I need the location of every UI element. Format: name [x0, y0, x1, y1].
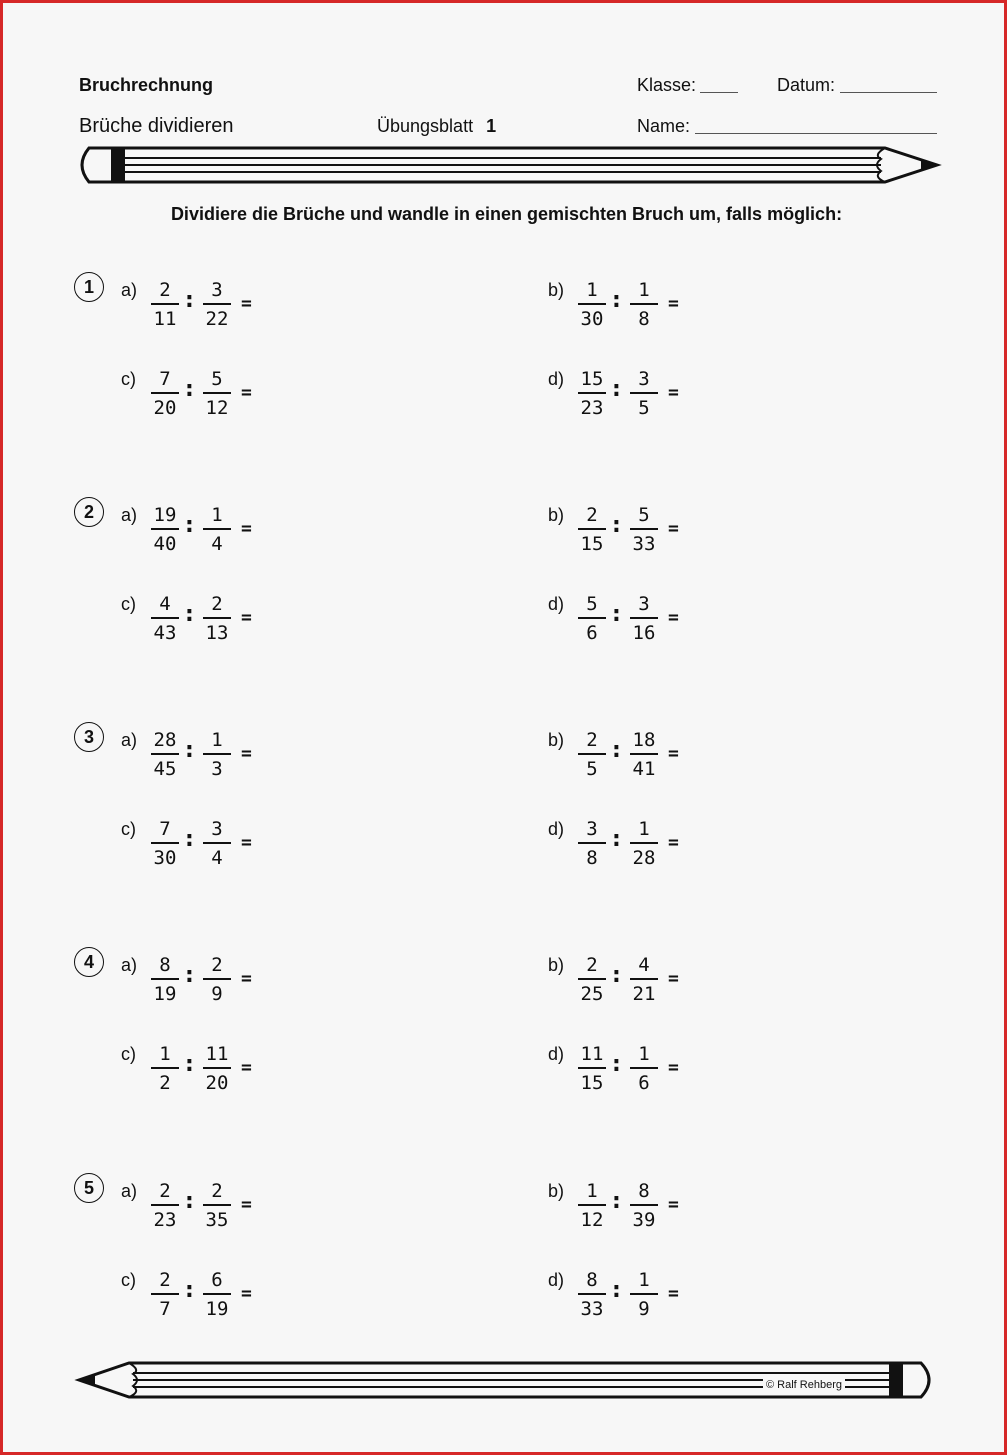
problem-label: c) [121, 594, 136, 614]
numerator: 1 [586, 279, 598, 301]
denominator: 45 [153, 758, 177, 780]
numerator: 8 [638, 1180, 650, 1202]
problem-label: d) [548, 1044, 565, 1064]
division-colon: : [612, 513, 621, 538]
fraction-dividend [149, 280, 181, 330]
fraction-bar [578, 303, 606, 305]
fraction-bar [578, 392, 606, 394]
fraction-bar [151, 303, 179, 305]
fraction-bar [151, 528, 179, 530]
numerator: 8 [586, 1269, 598, 1291]
problem-label: b) [548, 730, 565, 750]
denominator: 11 [153, 308, 177, 330]
fraction-bar [578, 617, 606, 619]
denominator: 23 [580, 397, 604, 419]
problem-label: c) [121, 819, 136, 839]
problem-label: a) [121, 955, 138, 975]
fraction-divisor [201, 505, 233, 555]
numerator: 1 [211, 729, 223, 751]
topic-title: Brüche dividieren [79, 115, 234, 137]
division-problem [548, 587, 698, 644]
denominator: 35 [205, 1209, 229, 1231]
sheet-label [377, 116, 496, 137]
fraction-divisor [201, 369, 233, 419]
problem-label: a) [121, 730, 138, 750]
instruction-text: Dividiere die Brüche und wandle in einen gemischten Bruch um, falls möglich: [170, 204, 843, 224]
equals-sign: = [668, 1194, 679, 1215]
fraction-bar [630, 978, 658, 980]
exercise-number: 2 [74, 497, 104, 527]
equals-sign: = [668, 518, 679, 539]
denominator: 9 [211, 983, 223, 1005]
denominator: 19 [205, 1298, 229, 1320]
division-problem [121, 587, 271, 644]
numerator: 1 [586, 1180, 598, 1202]
numerator: 3 [211, 818, 223, 840]
fraction-bar [630, 392, 658, 394]
denominator: 6 [638, 1072, 650, 1094]
fraction-bar [203, 842, 231, 844]
fraction-dividend [149, 1270, 181, 1320]
equals-sign: = [241, 293, 252, 314]
division-problem [121, 1174, 271, 1231]
division-problem [548, 723, 698, 780]
division-colon: : [185, 963, 194, 988]
numerator: 3 [638, 593, 650, 615]
denominator: 25 [580, 983, 604, 1005]
fraction-bar [630, 617, 658, 619]
fraction-divisor [201, 594, 233, 644]
fraction-dividend [149, 594, 181, 644]
numerator: 2 [211, 593, 223, 615]
equals-sign: = [241, 1194, 252, 1215]
division-colon: : [612, 1278, 621, 1303]
problem-label: a) [121, 505, 138, 525]
fraction-bar [203, 978, 231, 980]
problem-label: c) [121, 369, 136, 389]
division-colon: : [612, 738, 621, 763]
fraction-dividend [149, 369, 181, 419]
division-problem [548, 1174, 698, 1231]
fraction-bar [630, 1067, 658, 1069]
denominator: 12 [580, 1209, 604, 1231]
fraction-dividend [576, 1181, 608, 1231]
denominator: 2 [159, 1072, 171, 1094]
equals-sign: = [241, 1283, 252, 1304]
fraction-bar [151, 753, 179, 755]
denominator: 16 [632, 622, 656, 644]
numerator: 2 [211, 954, 223, 976]
denominator: 23 [153, 1209, 177, 1231]
fraction-divisor [201, 730, 233, 780]
fraction-dividend [576, 819, 608, 869]
fraction-dividend [149, 505, 181, 555]
numerator: 1 [211, 504, 223, 526]
fraction-dividend [576, 280, 608, 330]
equals-sign: = [668, 832, 679, 853]
class-field[interactable] [700, 92, 738, 93]
fraction-bar [630, 1293, 658, 1295]
division-colon: : [185, 827, 194, 852]
fraction-bar [203, 392, 231, 394]
numerator: 4 [159, 593, 171, 615]
division-colon: : [612, 827, 621, 852]
equals-sign: = [668, 293, 679, 314]
numerator: 2 [586, 729, 598, 751]
fraction-bar [578, 753, 606, 755]
numerator: 15 [580, 368, 604, 390]
fraction-bar [630, 753, 658, 755]
equals-sign: = [241, 518, 252, 539]
problem-label: b) [548, 505, 565, 525]
fraction-bar [203, 1293, 231, 1295]
fraction-dividend [576, 1044, 608, 1094]
denominator: 33 [580, 1298, 604, 1320]
numerator: 18 [632, 729, 656, 751]
numerator: 7 [159, 818, 171, 840]
denominator: 30 [153, 847, 177, 869]
denominator: 6 [586, 622, 598, 644]
sheet-label-text: Übungsblatt [377, 116, 474, 136]
problem-label: d) [548, 1270, 565, 1290]
denominator: 21 [632, 983, 656, 1005]
exercise-number: 3 [74, 722, 104, 752]
problem-label: c) [121, 1270, 136, 1290]
division-colon: : [185, 377, 194, 402]
denominator: 13 [205, 622, 229, 644]
fraction-bar [630, 1204, 658, 1206]
denominator: 20 [153, 397, 177, 419]
problem-label: c) [121, 1044, 136, 1064]
numerator: 5 [586, 593, 598, 615]
fraction-divisor [628, 369, 660, 419]
division-colon: : [612, 963, 621, 988]
fraction-bar [151, 842, 179, 844]
fraction-bar [578, 1067, 606, 1069]
fraction-dividend [576, 369, 608, 419]
fraction-dividend [149, 1181, 181, 1231]
numerator: 3 [211, 279, 223, 301]
fraction-divisor [628, 505, 660, 555]
equals-sign: = [668, 382, 679, 403]
division-colon: : [185, 513, 194, 538]
denominator: 9 [638, 1298, 650, 1320]
fraction-divisor [628, 1044, 660, 1094]
numerator: 2 [586, 954, 598, 976]
fraction-bar [578, 978, 606, 980]
numerator: 1 [638, 818, 650, 840]
fraction-bar [151, 1067, 179, 1069]
fraction-bar [151, 392, 179, 394]
denominator: 15 [580, 1072, 604, 1094]
division-colon: : [185, 602, 194, 627]
fraction-bar [578, 842, 606, 844]
fraction-bar [578, 528, 606, 530]
exercise-number: 5 [74, 1173, 104, 1203]
fraction-divisor [201, 1044, 233, 1094]
fraction-bar [203, 528, 231, 530]
denominator: 33 [632, 533, 656, 555]
numerator: 1 [638, 279, 650, 301]
numerator: 11 [205, 1043, 229, 1065]
numerator: 1 [638, 1043, 650, 1065]
fraction-dividend [149, 955, 181, 1005]
problem-label: d) [548, 819, 565, 839]
numerator: 3 [586, 818, 598, 840]
division-colon: : [612, 288, 621, 313]
denominator: 28 [632, 847, 656, 869]
fraction-divisor [628, 730, 660, 780]
division-colon: : [612, 1052, 621, 1077]
numerator: 3 [638, 368, 650, 390]
problem-label: d) [548, 369, 565, 389]
problem-label: b) [548, 280, 565, 300]
numerator: 6 [211, 1269, 223, 1291]
date-field[interactable] [840, 92, 937, 93]
fraction-bar [578, 1293, 606, 1295]
equals-sign: = [241, 832, 252, 853]
equals-sign: = [241, 382, 252, 403]
fraction-bar [630, 842, 658, 844]
fraction-bar [203, 1067, 231, 1069]
subject-title: Bruchrechnung [79, 75, 214, 95]
division-problem [121, 362, 271, 419]
equals-sign: = [241, 1057, 252, 1078]
numerator: 1 [159, 1043, 171, 1065]
numerator: 11 [580, 1043, 604, 1065]
equals-sign: = [668, 1057, 679, 1078]
fraction-dividend [149, 1044, 181, 1094]
numerator: 8 [159, 954, 171, 976]
problem-label: a) [121, 1181, 138, 1201]
equals-sign: = [668, 607, 679, 628]
fraction-dividend [576, 505, 608, 555]
fraction-divisor [201, 955, 233, 1005]
equals-sign: = [668, 1283, 679, 1304]
fraction-dividend [149, 730, 181, 780]
denominator: 12 [205, 397, 229, 419]
name-label: Name: [637, 116, 691, 136]
exercise-number: 4 [74, 947, 104, 977]
denominator: 20 [205, 1072, 229, 1094]
numerator: 2 [159, 279, 171, 301]
division-colon: : [612, 1189, 621, 1214]
division-problem [121, 1263, 271, 1320]
sheet-number: 1 [486, 116, 497, 136]
fraction-dividend [576, 730, 608, 780]
fraction-divisor [201, 1270, 233, 1320]
numerator: 5 [211, 368, 223, 390]
denominator: 7 [159, 1298, 171, 1320]
fraction-bar [630, 303, 658, 305]
division-problem [548, 1263, 698, 1320]
date-label: Datum: [777, 75, 836, 95]
fraction-bar [203, 1204, 231, 1206]
fraction-divisor [628, 955, 660, 1005]
numerator: 4 [638, 954, 650, 976]
fraction-bar [203, 753, 231, 755]
equals-sign: = [241, 968, 252, 989]
fraction-divisor [628, 1181, 660, 1231]
division-colon: : [185, 1189, 194, 1214]
fraction-divisor [628, 280, 660, 330]
fraction-dividend [576, 1270, 608, 1320]
division-problem [121, 723, 271, 780]
problem-label: a) [121, 280, 138, 300]
division-problem [121, 273, 271, 330]
division-colon: : [185, 1278, 194, 1303]
problem-label: d) [548, 594, 565, 614]
denominator: 5 [638, 397, 650, 419]
fraction-dividend [576, 955, 608, 1005]
denominator: 40 [153, 533, 177, 555]
fraction-bar [630, 528, 658, 530]
numerator: 7 [159, 368, 171, 390]
fraction-dividend [576, 594, 608, 644]
division-colon: : [612, 602, 621, 627]
denominator: 30 [580, 308, 604, 330]
denominator: 22 [205, 308, 229, 330]
division-colon: : [185, 738, 194, 763]
fraction-bar [578, 1204, 606, 1206]
denominator: 4 [211, 533, 223, 555]
division-problem [548, 812, 698, 869]
equals-sign: = [241, 607, 252, 628]
numerator: 2 [159, 1180, 171, 1202]
division-colon: : [185, 1052, 194, 1077]
fraction-bar [151, 978, 179, 980]
denominator: 8 [586, 847, 598, 869]
numerator: 2 [159, 1269, 171, 1291]
equals-sign: = [241, 743, 252, 764]
fraction-dividend [149, 819, 181, 869]
denominator: 41 [632, 758, 656, 780]
fraction-bar [151, 1204, 179, 1206]
numerator: 2 [586, 504, 598, 526]
exercise-number: 1 [74, 272, 104, 302]
division-problem [548, 273, 698, 330]
denominator: 4 [211, 847, 223, 869]
division-problem [548, 1037, 698, 1094]
division-problem [548, 498, 698, 555]
fraction-divisor [628, 594, 660, 644]
problem-label: b) [548, 955, 565, 975]
numerator: 5 [638, 504, 650, 526]
copyright-text: © Ralf Rehberg [763, 1379, 845, 1391]
division-problem [121, 948, 271, 1005]
equals-sign: = [668, 968, 679, 989]
numerator: 2 [211, 1180, 223, 1202]
fraction-divisor [201, 819, 233, 869]
denominator: 43 [153, 622, 177, 644]
division-problem [548, 362, 698, 419]
denominator: 19 [153, 983, 177, 1005]
problem-label: b) [548, 1181, 565, 1201]
division-problem [121, 1037, 271, 1094]
numerator: 19 [153, 504, 177, 526]
fraction-bar [151, 1293, 179, 1295]
fraction-divisor [201, 1181, 233, 1231]
fraction-bar [203, 303, 231, 305]
denominator: 5 [586, 758, 598, 780]
fraction-divisor [201, 280, 233, 330]
denominator: 39 [632, 1209, 656, 1231]
class-label: Klasse: [637, 75, 697, 95]
denominator: 3 [211, 758, 223, 780]
denominator: 8 [638, 308, 650, 330]
fraction-divisor [628, 1270, 660, 1320]
numerator: 28 [153, 729, 177, 751]
name-field[interactable] [695, 133, 937, 134]
division-colon: : [185, 288, 194, 313]
division-problem [121, 498, 271, 555]
fraction-bar [203, 617, 231, 619]
division-problem [548, 948, 698, 1005]
denominator: 15 [580, 533, 604, 555]
fraction-bar [151, 617, 179, 619]
division-colon: : [612, 377, 621, 402]
division-problem [121, 812, 271, 869]
fraction-divisor [628, 819, 660, 869]
pencil-top-icon [73, 143, 943, 187]
equals-sign: = [668, 743, 679, 764]
numerator: 1 [638, 1269, 650, 1291]
